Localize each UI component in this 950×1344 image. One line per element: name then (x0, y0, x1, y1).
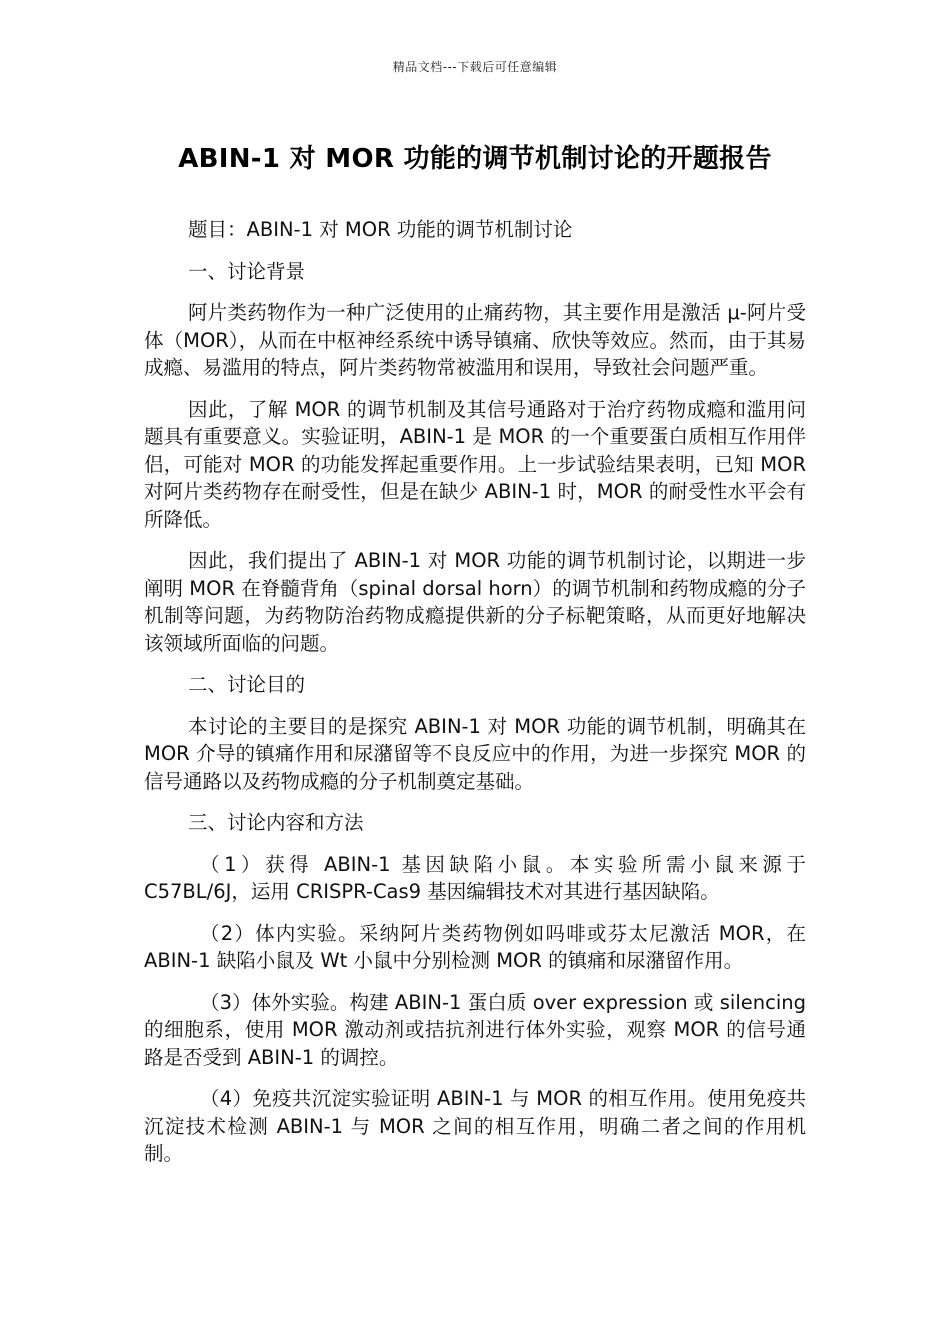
section-heading-methods: 三、讨论内容和方法 (188, 811, 364, 834)
method-item-2: （2）体内实验。采纳阿片类药物例如吗啡或芬太尼激活 MOR，在 ABIN-1 缺陷小鼠及 Wt 小鼠中分别检测 MOR 的镇痛和尿潴留作用。 (144, 921, 806, 972)
section-heading-background: 一、讨论背景 (188, 259, 306, 283)
topic-line: 题目：ABIN-1 对 MOR 功能的调节机制讨论 (188, 218, 573, 241)
document-body (144, 216, 806, 1182)
section-heading-purpose: 二、讨论目的 (188, 673, 306, 696)
method-item-3: （3）体外实验。构建 ABIN-1 蛋白质 over expression 或 silencing 的细胞系，使用 MOR 激动剂或拮抗剂进行体外实验，观察 MOR 的信号通路是否受到 ABIN-1 的调控。 (144, 990, 806, 1069)
paragraph-background-2: 因此，了解 MOR 的调节机制及其信号通路对于治疗药物成瘾和滥用问题具有重要意义。实验证明，ABIN-1 是 MOR 的一个重要蛋白质相互作用伴侣，可能对 MOR 的功能发挥起重要作用。上一步试验结果表明，已知 MOR 对阿片类药物存在耐受性，但是在缺少 ABIN-1 时，MOR 的耐受性水平会有所降低。 (144, 397, 806, 531)
method-item-4: （4）免疫共沉淀实验证明 ABIN-1 与 MOR 的相互作用。使用免疫共沉淀技术检测 ABIN-1 与 MOR 之间的相互作用，明确二者之间的作用机制。 (144, 1087, 806, 1165)
header-note: 精品文档---下载后可任意编辑 (392, 60, 558, 74)
paragraph-background-3: 因此，我们提出了 ABIN-1 对 MOR 功能的调节机制讨论，以期进一步阐明 MOR 在脊髓背角（spinal dorsal horn）的调节机制和药物成瘾的分子机制等问题，为药物防治药物成瘾提供新的分子标靶策略，从而更好地解决该领域所面临的问题。 (144, 549, 806, 655)
paragraph-purpose: 本讨论的主要目的是探究 ABIN-1 对 MOR 功能的调节机制，明确其在 MOR 介导的镇痛作用和尿潴留等不良反应中的作用，为进一步探究 MOR 的信号通路以及药物成瘾的分子机制奠定基础。 (144, 714, 806, 793)
method-item-1: （1）获得 ABIN-1 基因缺陷小鼠。本实验所需小鼠来源于 C57BL/6J，运用 CRISPR-Cas9 基因编辑技术对其进行基因缺陷。 (144, 852, 806, 903)
document-title: ABIN-1 对 MOR 功能的调节机制讨论的开题报告 (178, 144, 772, 174)
paragraph-background-1: 阿片类药物作为一种广泛使用的止痛药物，其主要作用是激活 μ-阿片受体（MOR），从而在中枢神经系统中诱导镇痛、欣快等效应。然而，由于其易成瘾、易滥用的特点，阿片类药物常被滥用和误用，导致社会问题严重。 (144, 301, 806, 379)
